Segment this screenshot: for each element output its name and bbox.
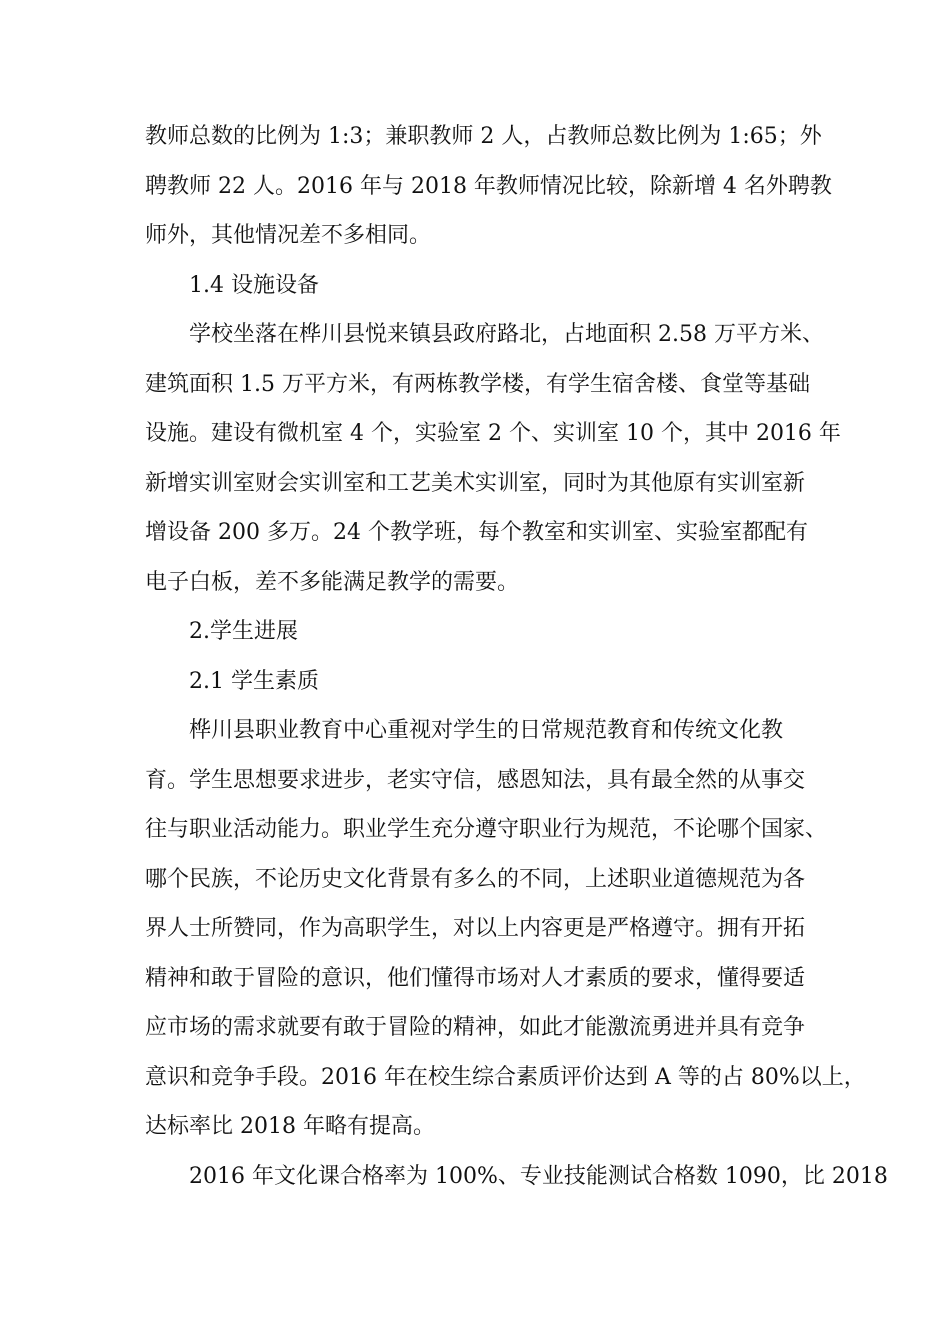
document-body — [145, 112, 888, 1201]
paragraph-line: 应市场的需求就要有敢于冒险的精神，如此才能激流勇进并具有竞争 — [145, 1015, 806, 1040]
paragraph-line: 意识和竞争手段。2016 年在校生综合素质评价达到 A 等的占 80%以上， — [145, 1064, 866, 1090]
section-heading-2-1: 2.1 学生素质 — [189, 668, 319, 694]
paragraph-line: 增设备 200 多万。24 个教学班，每个教室和实训室、实验室都配有 — [145, 520, 808, 545]
paragraph-line: 学校坐落在桦川县悦来镇县政府路北，占地面积 2.58 万平方米、 — [189, 322, 824, 347]
paragraph-line: 聘教师 22 人。2016 年与 2018 年教师情况比较，除新增 4 名外聘教 — [145, 173, 832, 199]
paragraph-line: 建筑面积 1.5 万平方米，有两栋教学楼，有学生宿舍楼、食堂等基础 — [145, 371, 810, 397]
paragraph-line: 往与职业活动能力。职业学生充分遵守职业行为规范，不论哪个国家、 — [145, 817, 828, 842]
paragraph-line: 2016 年文化课合格率为 100%、专业技能测试合格数 1090，比 2018 — [189, 1163, 888, 1189]
paragraph-line: 精神和敢于冒险的意识，他们懂得市场对人才素质的要求，懂得要适 — [145, 965, 806, 991]
paragraph-line: 桦川县职业教育中心重视对学生的日常规范教育和传统文化教 — [189, 718, 784, 743]
paragraph-line: 电子白板，差不多能满足教学的需要。 — [145, 569, 520, 595]
paragraph-line: 设施。建设有微机室 4 个，实验室 2 个、实训室 10 个，其中 2016 年 — [145, 421, 841, 446]
paragraph-line: 师外，其他情况差不多相同。 — [145, 223, 432, 248]
paragraph-line: 哪个民族，不论历史文化背景有多么的不同，上述职业道德规范为各 — [145, 866, 806, 892]
paragraph-line: 新增实训室财会实训室和工艺美术实训室，同时为其他原有实训室新 — [145, 470, 806, 496]
paragraph-line: 教师总数的比例为 1:3；兼职教师 2 人，占教师总数比例为 1:65；外 — [145, 124, 822, 149]
paragraph-line: 育。学生思想要求进步，老实守信，感恩知法，具有最全然的从事交 — [145, 767, 806, 793]
section-heading-2: 2.学生进展 — [189, 619, 298, 644]
paragraph-line: 达标率比 2018 年略有提高。 — [145, 1114, 435, 1139]
section-heading-1-4: 1.4 设施设备 — [189, 272, 319, 298]
paragraph-line: 界人士所赞同，作为高职学生，对以上内容更是严格遵守。拥有开拓 — [145, 916, 806, 941]
